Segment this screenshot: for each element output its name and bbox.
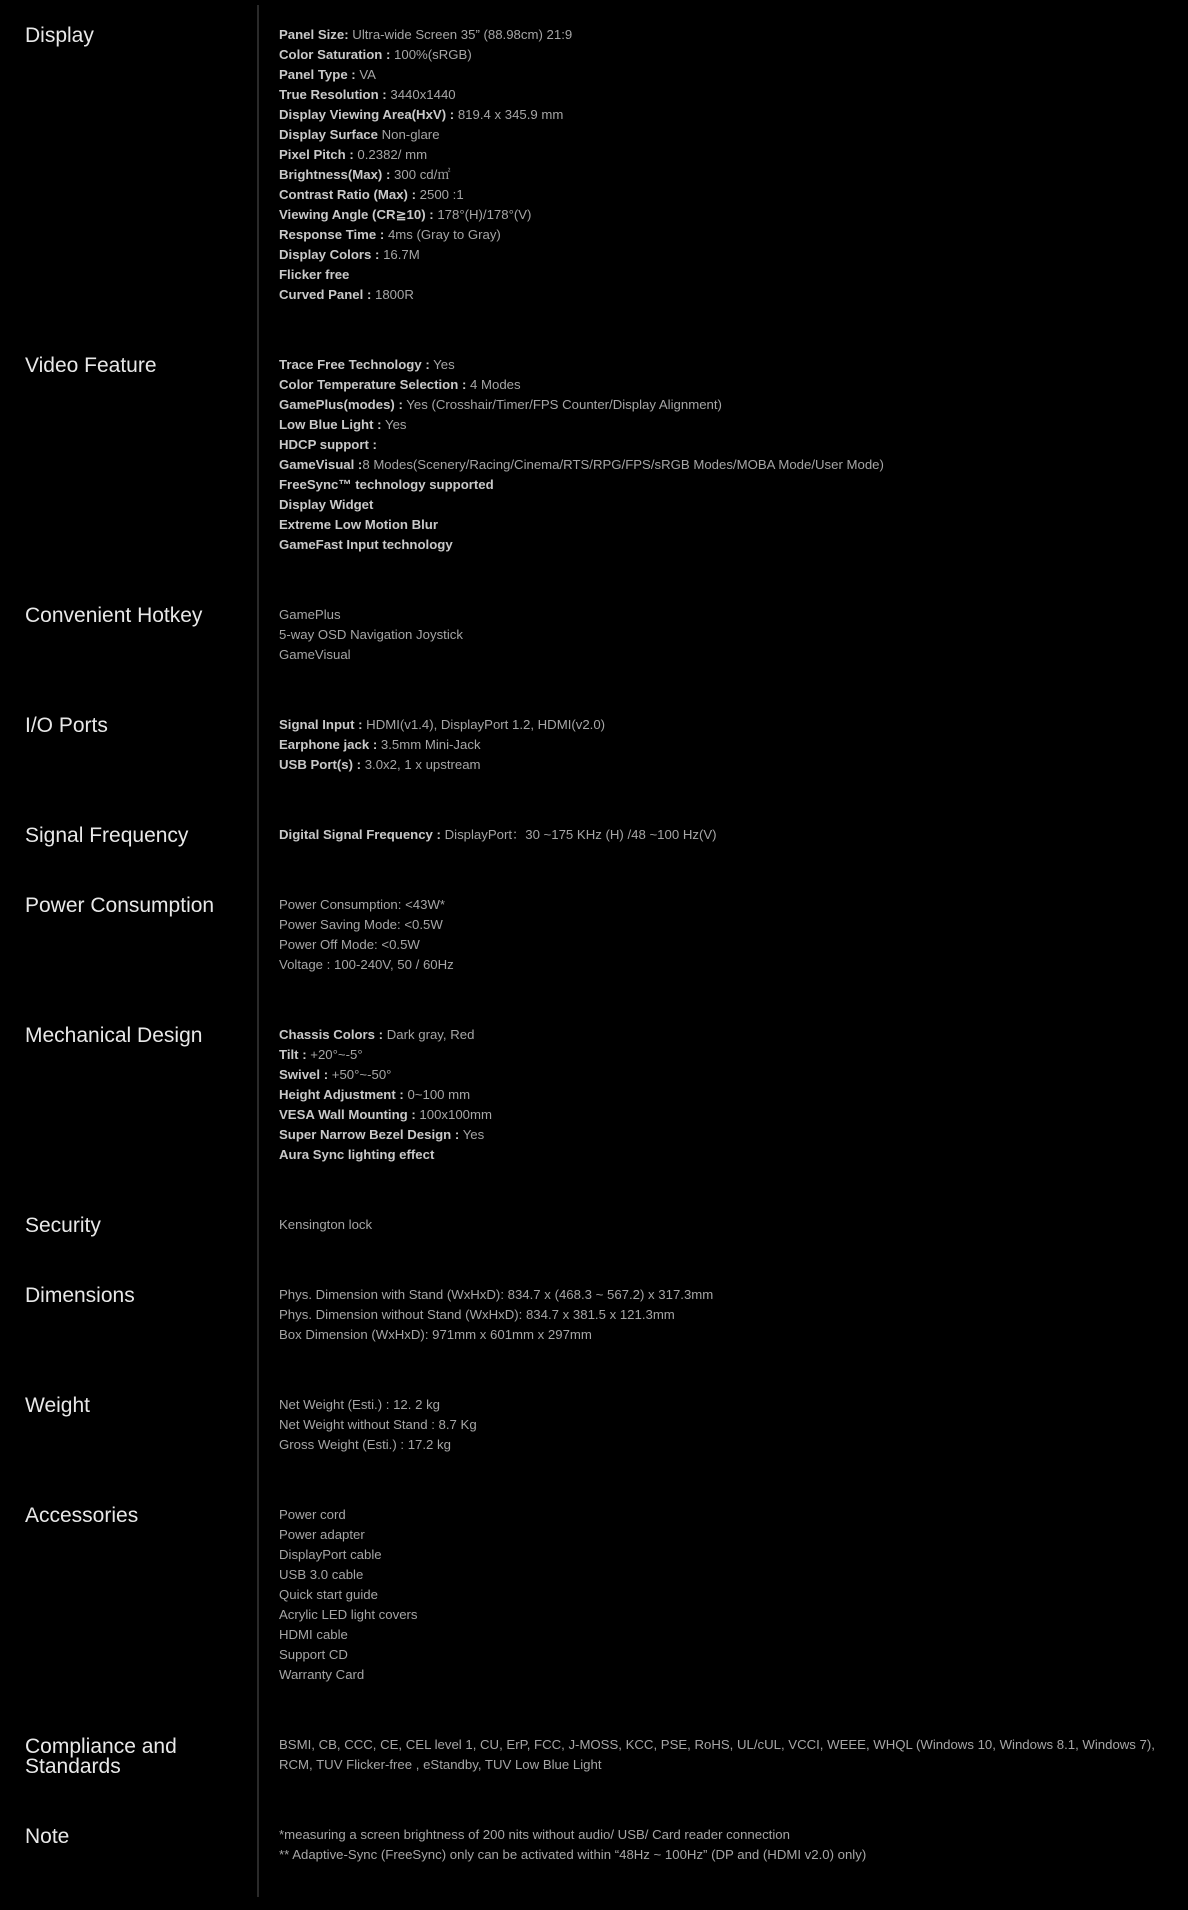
spec-line bbox=[279, 455, 1159, 475]
spec-label: Contrast Ratio (Max) : bbox=[279, 187, 417, 202]
spec-value: Voltage : 100-240V, 50 / 60Hz bbox=[279, 957, 454, 972]
section-details-convenient-hotkey bbox=[279, 605, 1159, 665]
spec-line bbox=[279, 1395, 1159, 1415]
spec-label: Digital Signal Frequency : bbox=[279, 827, 441, 842]
spec-value: 1800R bbox=[371, 287, 414, 302]
spec-value: 100x100mm bbox=[415, 1107, 492, 1122]
spec-line bbox=[279, 495, 1159, 515]
section-heading-video-feature: Video Feature bbox=[25, 354, 157, 377]
spec-line bbox=[279, 825, 1159, 845]
spec-line bbox=[279, 1215, 1159, 1235]
spec-line bbox=[279, 1305, 1159, 1325]
spec-label: Display Viewing Area(HxV) : bbox=[279, 107, 455, 122]
spec-value: HDMI(v1.4), DisplayPort 1.2, HDMI(v2.0) bbox=[362, 717, 606, 732]
spec-line bbox=[279, 1565, 1159, 1585]
section-heading-mechanical-design: Mechanical Design bbox=[25, 1024, 203, 1047]
spec-line bbox=[279, 1825, 1159, 1845]
spec-value: 4ms (Gray to Gray) bbox=[384, 227, 501, 242]
spec-label: Pixel Pitch : bbox=[279, 147, 354, 162]
spec-label: Extreme Low Motion Blur bbox=[279, 517, 438, 532]
spec-line bbox=[279, 645, 1159, 665]
spec-line bbox=[279, 515, 1159, 535]
spec-label: Chassis Colors : bbox=[279, 1027, 384, 1042]
spec-value: VA bbox=[355, 67, 376, 82]
spec-line bbox=[279, 1435, 1159, 1455]
spec-label: Response Time : bbox=[279, 227, 385, 242]
section-details-video-feature bbox=[279, 355, 1159, 555]
spec-line bbox=[279, 1285, 1159, 1305]
spec-value: Support CD bbox=[279, 1647, 348, 1662]
spec-line bbox=[279, 955, 1159, 975]
section-details-display bbox=[279, 25, 1159, 305]
spec-line bbox=[279, 205, 1159, 225]
spec-line bbox=[279, 1645, 1159, 1665]
spec-value: Ultra-wide Screen 35” (88.98cm) 21:9 bbox=[348, 27, 573, 42]
spec-value: Acrylic LED light covers bbox=[279, 1607, 418, 1622]
spec-label: Curved Panel : bbox=[279, 287, 372, 302]
section-heading-signal-frequency: Signal Frequency bbox=[25, 824, 189, 847]
section-details-security bbox=[279, 1215, 1159, 1235]
section-details-note bbox=[279, 1825, 1159, 1865]
spec-label: Flicker free bbox=[279, 267, 350, 282]
spec-line bbox=[279, 245, 1159, 265]
spec-label: Earphone jack : bbox=[279, 737, 378, 752]
section-heading-display: Display bbox=[25, 24, 94, 47]
spec-label: Viewing Angle (CR≧10) : bbox=[279, 207, 434, 222]
spec-line bbox=[279, 1415, 1159, 1435]
spec-line bbox=[279, 1025, 1159, 1045]
spec-line bbox=[279, 1605, 1159, 1625]
spec-value: 819.4 x 345.9 mm bbox=[454, 107, 564, 122]
spec-line bbox=[279, 625, 1159, 645]
spec-value: Box Dimension (WxHxD): 971mm x 601mm x 297mm bbox=[279, 1327, 592, 1342]
section-details-accessories bbox=[279, 1505, 1159, 1685]
spec-line bbox=[279, 1085, 1159, 1105]
spec-line bbox=[279, 435, 1159, 455]
spec-line bbox=[279, 355, 1159, 375]
spec-label: True Resolution : bbox=[279, 87, 387, 102]
spec-line bbox=[279, 935, 1159, 955]
spec-label: Height Adjustment : bbox=[279, 1087, 404, 1102]
spec-value: 300 cd/㎡ bbox=[390, 167, 451, 182]
section-heading-security: Security bbox=[25, 1214, 101, 1237]
spec-line bbox=[279, 1145, 1159, 1165]
section-heading-accessories: Accessories bbox=[25, 1504, 139, 1527]
spec-line bbox=[279, 535, 1159, 555]
spec-value: 2500 :1 bbox=[416, 187, 464, 202]
spec-label: Low Blue Light : bbox=[279, 417, 382, 432]
spec-line bbox=[279, 285, 1159, 305]
section-details-dimensions bbox=[279, 1285, 1159, 1345]
spec-value: 4 Modes bbox=[466, 377, 521, 392]
spec-value: Yes bbox=[429, 357, 455, 372]
spec-line bbox=[279, 1625, 1159, 1645]
spec-value: 0~100 mm bbox=[403, 1087, 471, 1102]
spec-label: Display Widget bbox=[279, 497, 374, 512]
spec-label: Super Narrow Bezel Design : bbox=[279, 1127, 460, 1142]
section-heading-convenient-hotkey: Convenient Hotkey bbox=[25, 604, 203, 627]
spec-line bbox=[279, 915, 1159, 935]
spec-value: Non-glare bbox=[377, 127, 440, 142]
spec-line bbox=[279, 605, 1159, 625]
spec-line bbox=[279, 395, 1159, 415]
spec-label: USB Port(s) : bbox=[279, 757, 362, 772]
spec-line bbox=[279, 755, 1159, 775]
spec-value: 0.2382/ mm bbox=[353, 147, 428, 162]
spec-value: Gross Weight (Esti.) : 17.2 kg bbox=[279, 1437, 451, 1452]
spec-value: BSMI, CB, CCC, CE, CEL level 1, CU, ErP, FCC, J-MOSS, KCC, PSE, RoHS, UL/cUL, VCCI, WEEE, WHQL (Windows 10, Windows 8.1, Windows 7), RCM, TUV Flicker-free , eStandby, TUV Low Blue Light bbox=[279, 1737, 1155, 1772]
spec-label: Panel Type : bbox=[279, 67, 356, 82]
spec-value: Power Saving Mode: <0.5W bbox=[279, 917, 443, 932]
spec-value: Dark gray, Red bbox=[383, 1027, 475, 1042]
spec-label: GameVisual : bbox=[279, 457, 363, 472]
spec-line bbox=[279, 1325, 1159, 1345]
spec-label: Signal Input : bbox=[279, 717, 363, 732]
spec-line bbox=[279, 1105, 1159, 1125]
spec-value: Warranty Card bbox=[279, 1667, 365, 1682]
spec-label: Swivel : bbox=[279, 1067, 329, 1082]
spec-line bbox=[279, 25, 1159, 45]
spec-line bbox=[279, 145, 1159, 165]
spec-value: 3440x1440 bbox=[386, 87, 456, 102]
spec-line bbox=[279, 165, 1159, 185]
spec-line bbox=[279, 415, 1159, 435]
spec-value: USB 3.0 cable bbox=[279, 1567, 364, 1582]
spec-line bbox=[279, 1065, 1159, 1085]
spec-value: Phys. Dimension without Stand (WxHxD): 834.7 x 381.5 x 121.3mm bbox=[279, 1307, 675, 1322]
spec-label: Color Saturation : bbox=[279, 47, 391, 62]
spec-value: Phys. Dimension with Stand (WxHxD): 834.7 x (468.3 ~ 567.2) x 317.3mm bbox=[279, 1287, 714, 1302]
spec-label: Color Temperature Selection : bbox=[279, 377, 467, 392]
spec-value: 16.7M bbox=[379, 247, 420, 262]
spec-value: 3.5mm Mini-Jack bbox=[377, 737, 481, 752]
spec-line bbox=[279, 1845, 1159, 1865]
spec-value: GameVisual bbox=[279, 647, 351, 662]
spec-line bbox=[279, 715, 1159, 735]
spec-label: HDCP support : bbox=[279, 437, 377, 452]
spec-label: Brightness(Max) : bbox=[279, 167, 391, 182]
spec-line bbox=[279, 105, 1159, 125]
section-heading-note: Note bbox=[25, 1825, 70, 1848]
spec-value: HDMI cable bbox=[279, 1627, 348, 1642]
section-details-weight bbox=[279, 1395, 1159, 1455]
spec-value: Kensington lock bbox=[279, 1217, 373, 1232]
spec-value: Power adapter bbox=[279, 1527, 365, 1542]
spec-line bbox=[279, 1525, 1159, 1545]
section-details-mechanical-design bbox=[279, 1025, 1159, 1165]
spec-label: Aura Sync lighting effect bbox=[279, 1147, 435, 1162]
section-heading-weight: Weight bbox=[25, 1394, 90, 1417]
spec-line bbox=[279, 225, 1159, 245]
spec-label: GameFast Input technology bbox=[279, 537, 453, 552]
spec-value: Yes bbox=[459, 1127, 485, 1142]
spec-line bbox=[279, 735, 1159, 755]
spec-line bbox=[279, 895, 1159, 915]
spec-line bbox=[279, 65, 1159, 85]
spec-value: Net Weight without Stand : 8.7 Kg bbox=[279, 1417, 477, 1432]
spec-line bbox=[279, 85, 1159, 105]
spec-label: VESA Wall Mounting : bbox=[279, 1107, 416, 1122]
spec-value: DisplayPort cable bbox=[279, 1547, 382, 1562]
spec-line bbox=[279, 475, 1159, 495]
spec-line bbox=[279, 375, 1159, 395]
spec-value: GamePlus bbox=[279, 607, 341, 622]
spec-line bbox=[279, 45, 1159, 65]
spec-label: Trace Free Technology : bbox=[279, 357, 430, 372]
spec-label: Display Colors : bbox=[279, 247, 380, 262]
spec-value: Power Off Mode: <0.5W bbox=[279, 937, 420, 952]
section-details-compliance-and-standards bbox=[279, 1735, 1159, 1775]
spec-value: *measuring a screen brightness of 200 nits without audio/ USB/ Card reader connection bbox=[279, 1827, 790, 1842]
spec-value: Power Consumption: <43W* bbox=[279, 897, 446, 912]
section-heading-compliance-and-standards: Compliance and Standards bbox=[25, 1735, 177, 1778]
spec-line bbox=[279, 265, 1159, 285]
spec-value: +20°~-5° bbox=[306, 1047, 363, 1062]
section-details-power-consumption bbox=[279, 895, 1159, 975]
spec-value: 8 Modes(Scenery/Racing/Cinema/RTS/RPG/FPS/sRGB Modes/MOBA Mode/User Mode) bbox=[362, 457, 884, 472]
spec-line bbox=[279, 1735, 1159, 1775]
spec-value: ** Adaptive-Sync (FreeSync) only can be activated within “48Hz ~ 100Hz” (DP and (HDMI v2.0) only) bbox=[279, 1847, 867, 1862]
spec-value: 100%(sRGB) bbox=[390, 47, 472, 62]
spec-line bbox=[279, 125, 1159, 145]
section-details-signal-frequency bbox=[279, 825, 1159, 845]
spec-value: 5-way OSD Navigation Joystick bbox=[279, 627, 463, 642]
spec-value: Yes bbox=[381, 417, 407, 432]
spec-line bbox=[279, 1545, 1159, 1565]
section-details-i-o-ports bbox=[279, 715, 1159, 775]
spec-value: Net Weight (Esti.) : 12. 2 kg bbox=[279, 1397, 440, 1412]
spec-value: Power cord bbox=[279, 1507, 346, 1522]
section-heading-dimensions: Dimensions bbox=[25, 1284, 135, 1307]
spec-line bbox=[279, 1665, 1159, 1685]
spec-value: Quick start guide bbox=[279, 1587, 378, 1602]
spec-label: Display Surface bbox=[279, 127, 378, 142]
spec-label: Panel Size: bbox=[279, 27, 349, 42]
spec-label: Tilt : bbox=[279, 1047, 307, 1062]
spec-label: GamePlus(modes) : bbox=[279, 397, 403, 412]
spec-line bbox=[279, 1505, 1159, 1525]
column-divider bbox=[257, 5, 259, 1897]
spec-label: FreeSync™ technology supported bbox=[279, 477, 494, 492]
spec-line bbox=[279, 1045, 1159, 1065]
spec-value: DisplayPort：30 ~175 KHz (H) /48 ~100 Hz(V) bbox=[440, 827, 717, 842]
section-heading-power-consumption: Power Consumption bbox=[25, 894, 215, 917]
section-heading-i-o-ports: I/O Ports bbox=[25, 714, 108, 737]
spec-line bbox=[279, 1585, 1159, 1605]
spec-value: 178°(H)/178°(V) bbox=[433, 207, 532, 222]
spec-value: Yes (Crosshair/Timer/FPS Counter/Display Alignment) bbox=[402, 397, 722, 412]
spec-line bbox=[279, 185, 1159, 205]
spec-value: 3.0x2, 1 x upstream bbox=[361, 757, 481, 772]
spec-value: +50°~-50° bbox=[328, 1067, 392, 1082]
spec-line bbox=[279, 1125, 1159, 1145]
